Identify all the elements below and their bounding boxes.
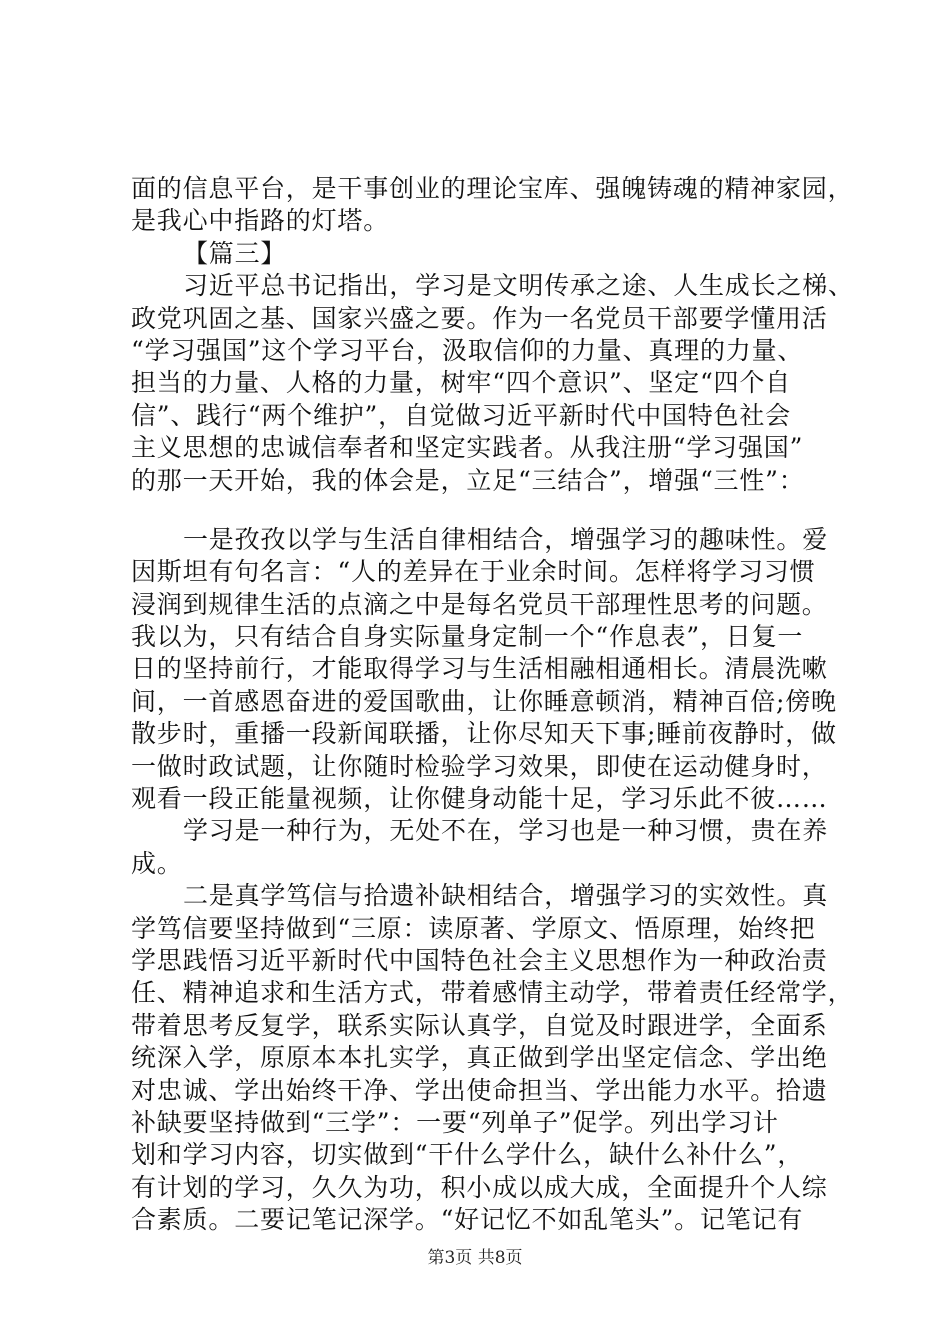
- text-line: “学习强国”这个学习平台，汲取信仰的力量、真理的力量、: [131, 335, 804, 365]
- text-line: 习近平总书记指出，学习是文明传承之途、人生成长之梯、: [183, 271, 854, 301]
- text-line: 二是真学笃信与拾遗补缺相结合，增强学习的实效性。真: [183, 881, 829, 911]
- text-line: 是我心中指路的灯塔。: [131, 206, 390, 236]
- text-line: 有计划的学习，久久为功，积小成以成大成，全面提升个人综: [131, 1172, 828, 1202]
- text-line: 因斯坦有句名言：“人的差异在于业余时间。怎样将学习习惯: [131, 557, 816, 587]
- text-line: 日的坚持前行，才能取得学习与生活相融相通相长。清晨洗嗽: [131, 654, 828, 684]
- text-line: 面的信息平台，是干事创业的理论宝库、强魄铸魂的精神家园，: [131, 174, 854, 203]
- text-line: 我以为，只有结合自身实际量身定制一个“作息表”，日复一: [131, 622, 804, 652]
- text-line: 间，一首感恩奋进的爱国歌曲，让你睡意顿消，精神百倍;傍晚: [131, 686, 837, 716]
- text-line: 担当的力量、人格的力量，树牢“四个意识”、坚定“四个自: [131, 368, 791, 398]
- text-line: 散步时，重播一段新闻联播，让你尽知天下事;睡前夜静时，做: [131, 719, 837, 749]
- text-line: 任、精神追求和生活方式，带着感情主动学，带着责任经常学，: [131, 978, 854, 1008]
- text-line: 合素质。二要记笔记深学。“好记忆不如乱笔头”。记笔记有: [131, 1205, 804, 1235]
- text-line: 成。: [131, 848, 183, 878]
- text-line: 学笃信要坚持做到“三原：读原著、学原文、悟原理，始终把: [131, 913, 816, 943]
- text-line: 补缺要坚持做到“三学”：一要“列单子”促学。列出学习计: [131, 1107, 779, 1137]
- text-line: 统深入学，原原本本扎实学，真正做到学出坚定信念、学出绝: [131, 1043, 828, 1073]
- text-line: 主义思想的忠诚信奉者和坚定实践者。从我注册“学习强国”: [131, 433, 804, 463]
- text-line: 政党巩固之基、国家兴盛之要。作为一名党员干部要学懂用活: [131, 303, 828, 333]
- text-line: 学思践悟习近平新时代中国特色社会主义思想作为一种政治责: [131, 945, 828, 975]
- page-number-footer: 第3页 共8页: [427, 1248, 523, 1268]
- text-line: 对忠诚、学出始终干净、学出使命担当、学出能力水平。拾遗: [131, 1075, 828, 1105]
- text-line: 一做时政试题，让你随时检验学习效果，即使在运动健身时，: [131, 751, 828, 781]
- text-line: 浸润到规律生活的点滴之中是每名党员干部理性思考的问题。: [131, 589, 828, 619]
- text-line: 一是孜孜以学与生活自律相结合，增强学习的趣味性。爱: [183, 524, 829, 554]
- text-line: 划和学习内容，切实做到“干什么学什么，缺什么补什么”，: [131, 1140, 804, 1170]
- text-line: 信”、践行“两个维护”，自觉做习近平新时代中国特色社会: [131, 400, 791, 430]
- text-line: 学习是一种行为，无处不在，学习也是一种习惯，贵在养: [183, 816, 829, 846]
- section-heading: 【篇三】: [183, 238, 287, 268]
- paragraph-gap: [131, 497, 831, 524]
- text-line: 观看一段正能量视频，让你健身动能十足，学习乐此不彼……: [131, 784, 828, 814]
- text-line: 带着思考反复学，联系实际认真学，自觉及时跟进学，全面系: [131, 1010, 828, 1040]
- text-line: 的那一天开始，我的体会是，立足“三结合”，增强“三性”：: [131, 465, 805, 495]
- document-body: [131, 173, 854, 1237]
